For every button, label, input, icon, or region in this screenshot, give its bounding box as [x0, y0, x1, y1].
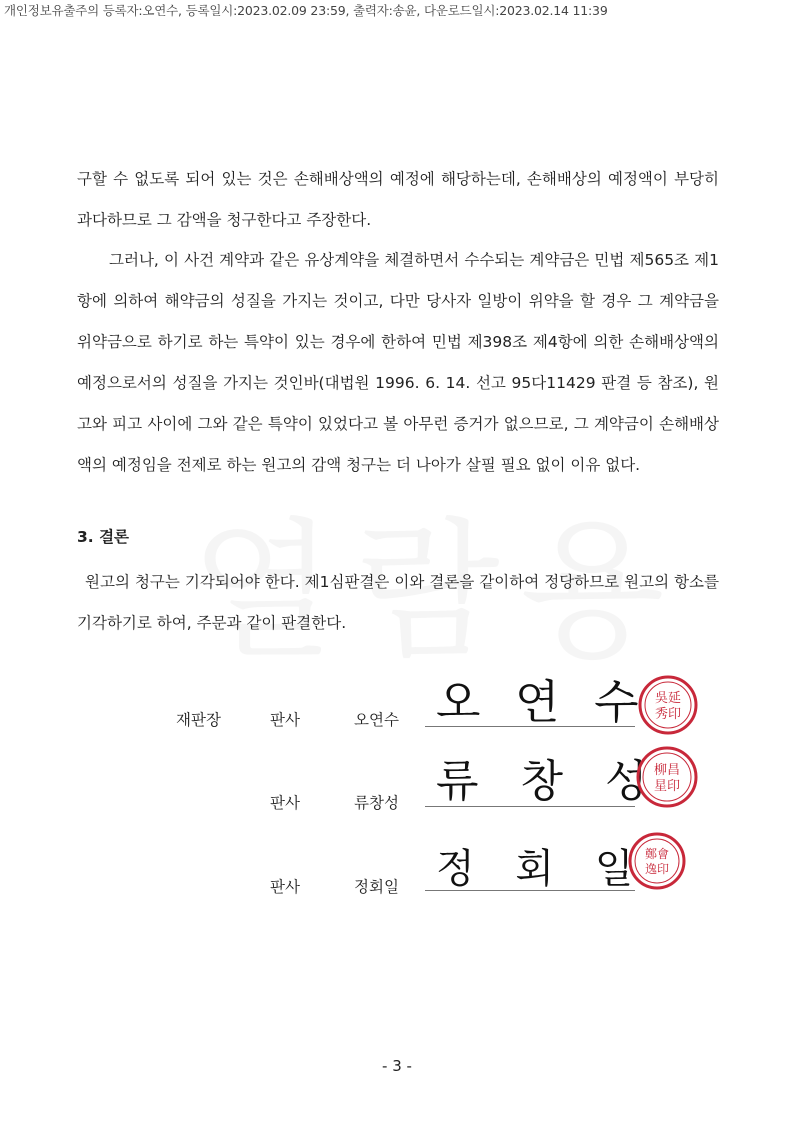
handwritten-signature-text: 오 연 수: [436, 675, 649, 729]
svg-text:柳昌: 柳昌: [653, 763, 681, 778]
svg-text:吳延: 吳延: [654, 691, 682, 706]
page-number: - 3 -: [382, 1057, 412, 1075]
handwritten-signature: [430, 836, 648, 896]
judge-name: 정회일: [354, 878, 399, 896]
judge-name: 류창성: [354, 794, 399, 812]
handwritten-signature-text: 정 회 일: [436, 846, 648, 892]
paragraph-3-text: 원고의 청구는 기각되어야 한다. 제1심판결은 이와 결론을 같이하여 정당하므로 원고의 항소를 기각하기로 하여, 주문과 같이 판결한다.: [77, 573, 719, 632]
official-seal-icon: [636, 673, 700, 737]
svg-text:鄭會: 鄭會: [644, 847, 670, 861]
judge-name: 오연수: [354, 711, 399, 729]
handwritten-signature: [430, 672, 649, 732]
paragraph-2-text: 그러나, 이 사건 계약과 같은 유상계약을 체결하면서 수수되는 계약금은 민법 제565조 제1항에 의하여 해약금의 성질을 가지는 것이고, 다만 당사자 일방이 위약을 할 경우 그 계약금을 위약금으로 하기로 하는 특약이 있는 경우에 한하여 민법 제398조 제4항에 의한 손해배상액의 예정으로서의 성질을 가지는 것인바(대법원 1996. 6. 14. 선고 95다11429 판결 등 참조), 원고와 피고 사이에 그와 같은 특약이 있었다고 볼 아무런 증거가 없으므로, 그 계약금이 손해배상액의 예정임을 전제로 하는 원고의 감액 청구는 더 나아가 살필 필요 없이 이유 없다.: [77, 251, 719, 474]
paragraph-1: [77, 159, 719, 241]
svg-text:逸印: 逸印: [644, 862, 670, 876]
handwritten-signature-text: 류 창 성: [436, 756, 662, 807]
judge-role-label: 판사: [270, 711, 300, 729]
paragraph-2: [77, 240, 719, 486]
section-heading-conclusion: 3. 결론: [77, 528, 130, 546]
paragraph-3: [77, 562, 719, 644]
judge-role-label: 판사: [270, 794, 300, 812]
svg-text:秀印: 秀印: [654, 707, 682, 722]
presiding-judge-title: 재판장: [176, 711, 221, 729]
handwritten-signature: [430, 748, 662, 808]
official-seal-icon: [626, 830, 688, 892]
svg-text:星印: 星印: [653, 779, 681, 794]
print-header: 개인정보유출주의 등록자:오연수, 등록일시:2023.02.09 23:59, 출력자:송윤, 다운로드일시:2023.02.14 11:39: [4, 3, 608, 18]
official-seal-icon: [634, 744, 700, 810]
judge-role-label: 판사: [270, 878, 300, 896]
paragraph-1-text: 구할 수 없도록 되어 있는 것은 손해배상액의 예정에 해당하는데, 손해배상의 예정액이 부당히 과다하므로 그 감액을 청구한다고 주장한다.: [77, 170, 719, 229]
